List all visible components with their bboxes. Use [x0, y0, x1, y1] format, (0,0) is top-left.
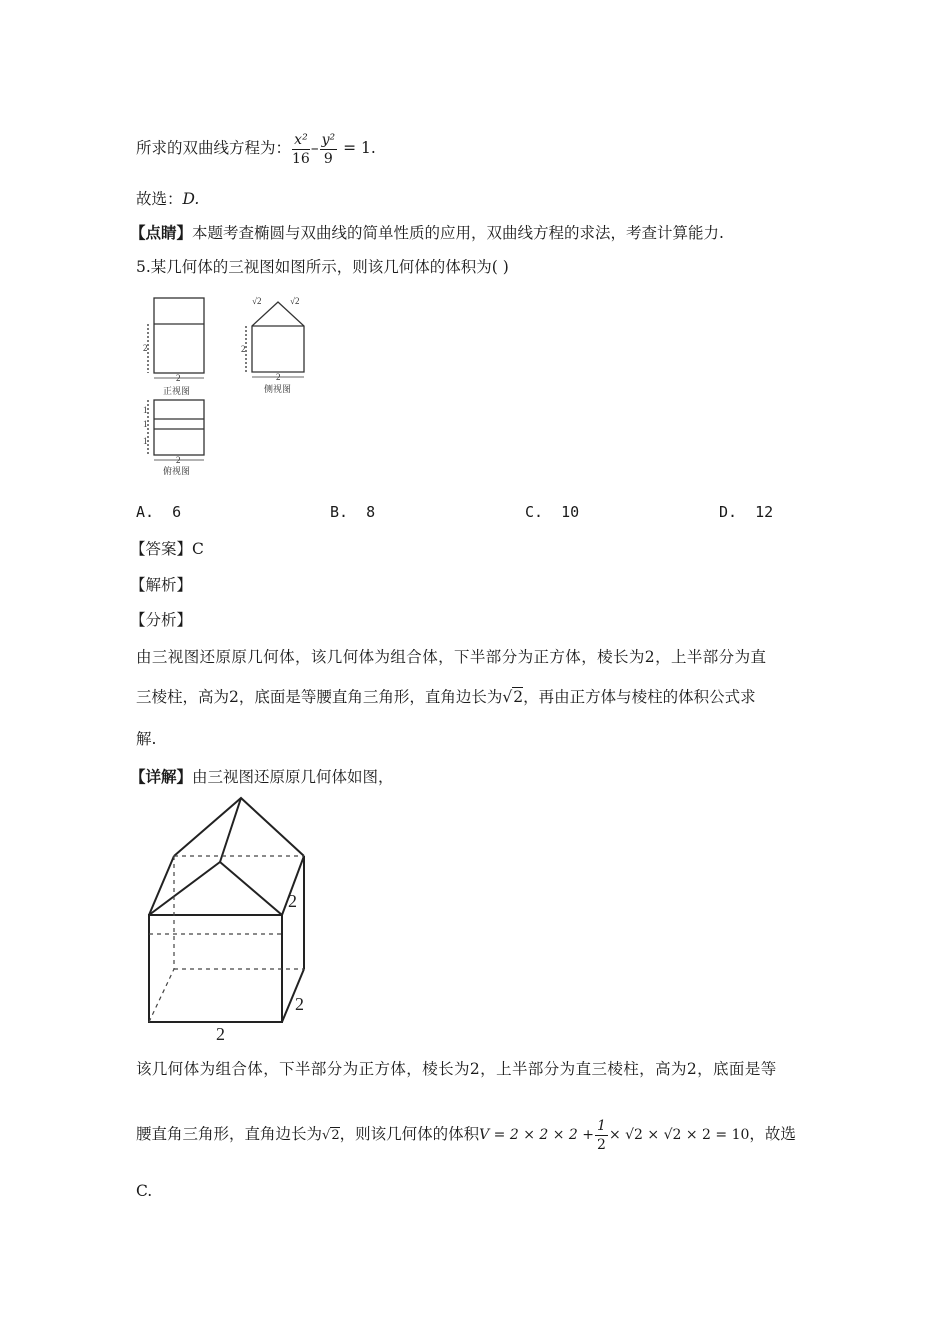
analysis-line-2: 三棱柱，高为2，底面是等腰直角三角形，直角边长为√2，再由正方体与棱柱的体积公式求 — [136, 688, 756, 706]
option-b-value: 8 — [366, 503, 376, 521]
side-caption: 侧视图 — [264, 384, 292, 394]
option-a-label: A. — [136, 503, 155, 521]
formula-left: V = 2 × 2 × 2 + — [479, 1127, 595, 1143]
label-depth: 2 — [295, 994, 304, 1014]
option-d-label: D. — [719, 503, 738, 521]
hyperbola-equation-line — [136, 128, 376, 168]
answer-value: C — [192, 540, 204, 558]
side-dim-width: 2 — [276, 372, 281, 382]
option-d[interactable] — [719, 503, 773, 521]
detail-line-3: C. — [136, 1182, 153, 1200]
option-c-label: C. — [525, 503, 544, 521]
detail-l2-b: ，则该几何体的体积 — [339, 1125, 480, 1143]
minus-sign: – — [310, 139, 319, 157]
dianjing-text: 本题考查椭圆与双曲线的简单性质的应用，双曲线方程的求法，考查计算能力. — [192, 224, 724, 242]
choose-line — [136, 188, 199, 210]
choose-prefix: 故选： — [136, 190, 183, 208]
analysis-line-1: 由三视图还原原几何体，该几何体为组合体，下半部分为正方体，棱长为2，上半部分为直 — [136, 648, 767, 666]
detail-line-1: 该几何体为组合体，下半部分为正方体，棱长为2，上半部分为直三棱柱，高为2，底面是等 — [136, 1060, 777, 1078]
front-dim-width: 2 — [176, 373, 181, 383]
option-a-value: 6 — [172, 503, 182, 521]
option-b[interactable] — [330, 503, 375, 521]
option-c-value: 10 — [561, 503, 580, 521]
side-view-shape — [252, 302, 304, 372]
top-view-rect — [154, 400, 204, 455]
detail-tag: 【详解】 — [130, 767, 193, 786]
detail-l2-a: 腰直角三角形，直角边长为 — [136, 1125, 323, 1143]
label-width: 2 — [216, 1024, 225, 1044]
detail-sqrt: 2 — [331, 1128, 340, 1143]
side-dim-sqrt2-right: √2 — [290, 296, 300, 306]
fenxi-heading: 【分析】 — [130, 611, 193, 629]
fraction-x — [292, 131, 310, 168]
question-5-text: 5.某几何体的三视图如图所示，则该几何体的体积为( ) — [136, 258, 509, 276]
top-dim-1c: 1 — [143, 436, 148, 446]
detail-line — [130, 766, 394, 788]
formula-right: × √2 × √2 × 2 = 10 — [608, 1127, 750, 1143]
analysis-l2-a: 三棱柱，高为2，底面是等腰直角三角形，直角边长为 — [136, 688, 503, 706]
fraction-y — [320, 131, 338, 168]
side-dim-height: 2 — [241, 344, 246, 354]
analysis-l2-b: ，再由正方体与棱柱的体积公式求 — [523, 688, 756, 706]
detail-l2-c: ，故选 — [749, 1125, 796, 1143]
answer-line — [130, 538, 204, 560]
fraction-y-den: 9 — [323, 150, 333, 167]
option-c[interactable] — [525, 503, 579, 521]
three-views-figure — [140, 292, 320, 482]
option-b-label: B. — [330, 503, 349, 521]
option-d-value: 12 — [755, 503, 774, 521]
jiexi-heading: 【解析】 — [130, 576, 193, 594]
formula-half-den: 2 — [597, 1136, 606, 1153]
front-view-rect — [154, 298, 204, 373]
formula-half — [595, 1117, 608, 1154]
formula-half-num: 1 — [597, 1117, 606, 1134]
front-dim-height: 2 — [143, 343, 148, 353]
label-height: 2 — [288, 891, 297, 911]
option-a[interactable] — [136, 503, 181, 521]
hyperbola-prefix: 所求的双曲线方程为： — [136, 139, 292, 157]
question-5 — [136, 256, 509, 278]
top-dim-1b: 1 — [143, 419, 148, 429]
dianjing-line — [130, 222, 724, 244]
fraction-x-den: 16 — [292, 150, 310, 167]
choose-value: D. — [182, 190, 200, 208]
top-caption: 俯视图 — [163, 466, 191, 476]
dianjing-tag: 【点睛】 — [130, 223, 193, 242]
answer-tag: 【答案】 — [130, 540, 193, 558]
analysis-sqrt: 2 — [513, 688, 524, 706]
fraction-y-num: y² — [321, 131, 336, 148]
side-dim-sqrt2-left: √2 — [252, 296, 262, 306]
top-dim-1a: 1 — [143, 405, 148, 415]
detail-line-2: 腰直角三角形，直角边长为√2，则该几何体的体积V = 2 × 2 × 2 + $\frac{1}{2}$ × √2 × √2 × 2 = 10，故选 — [136, 1117, 796, 1153]
equation-rhs: = 1. — [343, 139, 376, 157]
detail-text: 由三视图还原原几何体如图， — [192, 768, 394, 786]
analysis-line-3: 解. — [136, 730, 157, 748]
solid-figure — [140, 794, 330, 1044]
front-caption: 正视图 — [163, 386, 191, 396]
top-dim-width: 2 — [176, 455, 181, 465]
fraction-x-num: x² — [292, 131, 310, 150]
